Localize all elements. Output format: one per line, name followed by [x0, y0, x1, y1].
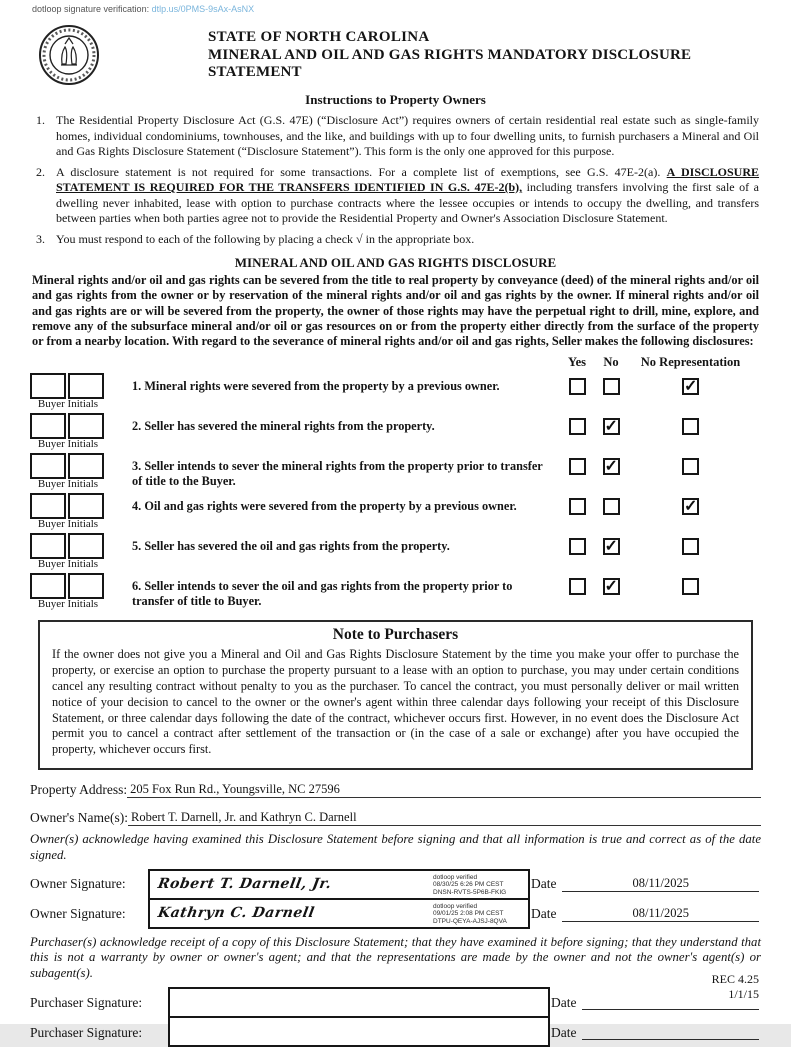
- purchaser-signature-field[interactable]: [168, 1016, 550, 1047]
- purchaser-signature-field[interactable]: [168, 987, 550, 1018]
- yes-checkbox[interactable]: [569, 538, 586, 555]
- owner-date-field[interactable]: 08/11/2025: [562, 876, 759, 892]
- no-checkbox[interactable]: [603, 498, 620, 515]
- disclosure-row-6: Buyer Initials 6. Seller intends to sever the oil and gas rights from the property prior to transfer of title to Buyer. ✓: [30, 573, 761, 610]
- buyer-initials-box[interactable]: [68, 413, 104, 439]
- instruction-item: 3. You must respond to each of the following by placing a check √ in the appropriate box.: [36, 231, 475, 246]
- no-representation-checkbox[interactable]: [682, 458, 699, 475]
- buyer-initials-box[interactable]: [30, 413, 66, 439]
- buyer-initials-group: [30, 373, 132, 410]
- row-statement: Oil and gas rights were severed from the property by a previous owner.: [144, 499, 517, 514]
- yes-column-header: Yes: [567, 355, 587, 370]
- owner-signature-script: Robert T. Darnell, Jr.: [156, 876, 333, 893]
- state-title: STATE OF NORTH CAROLINA: [208, 29, 430, 45]
- yes-checkbox[interactable]: [569, 498, 586, 515]
- dotloop-verified-stamp: dotloop verified 08/30/25 6:26 PM CEST DNSN-RVTS-5P6B-FKIG: [433, 873, 507, 896]
- note-body: If the owner does not give you a Mineral and Oil and Gas Rights Disclosure Statement by the time you make your offer to purchase the property, or exercise an option to purchase the property pursuant to a lease with an option to purchase, you may under certain conditions cancel any resulting contract without penalty to you as the purchaser. To cancel the contract, you must personally deliver or mail written notice of your decision to cancel to the owner or the owner's agent within three calendar days following your receipt of this Disclosure Statement, or three calendar days following the date of the contract, whichever occurs first. However, in no event does the Disclosure Act permit you to cancel a contract after settlement of the transaction or (in the case of a sale or exchange) after you have occupied the property, whichever occurs first.: [52, 647, 739, 757]
- dotloop-verified-stamp: dotloop verified 09/01/25 2:08 PM CEST DTPU-QEYA-AJSJ-8QVA: [433, 902, 507, 925]
- buyer-initials-group: [30, 533, 132, 570]
- yes-checkbox[interactable]: [569, 458, 586, 475]
- buyer-initials-label: Buyer Initials: [37, 598, 99, 611]
- disclosure-row-1: Buyer Initials 1. Mineral rights were severed from the property by a previous owner. ✓: [30, 373, 761, 410]
- row-statement: Seller has severed the oil and gas rights from the property.: [144, 539, 450, 554]
- disclosure-heading: MINERAL AND OIL AND GAS RIGHTS DISCLOSURE: [234, 255, 557, 270]
- nc-real-estate-seal-icon: [38, 24, 100, 86]
- no-representation-checkbox[interactable]: [682, 578, 699, 595]
- yes-checkbox[interactable]: [569, 578, 586, 595]
- purchaser-signature-row-2: Purchaser Signature: Date: [30, 1018, 761, 1047]
- buyer-initials-box[interactable]: [68, 533, 104, 559]
- property-address-label: Property Address:: [30, 782, 128, 798]
- purchaser-date-field[interactable]: [582, 1025, 759, 1040]
- no-representation-column-header: No Representation: [640, 355, 741, 370]
- buyer-initials-box[interactable]: [68, 373, 104, 399]
- row-statement: Seller intends to sever the mineral rights from the property prior to transfer of title to the Buyer.: [132, 459, 543, 488]
- buyer-initials-label: Buyer Initials: [37, 518, 99, 531]
- property-address-row: [30, 782, 761, 798]
- row-statement: Seller intends to sever the oil and gas rights from the property prior to transfer of title to Buyer.: [132, 579, 513, 608]
- buyer-initials-box[interactable]: [68, 573, 104, 599]
- purchaser-acknowledgment: Purchaser(s) acknowledge receipt of a copy of this Disclosure Statement; that they have examined it before signing; that they understand that this is not a warranty by owner or owner's agent; and that the representations are made by the owner and not the owner's agent(s) or subagent(s).: [30, 934, 761, 981]
- buyer-initials-box[interactable]: [30, 373, 66, 399]
- no-representation-checkbox[interactable]: [682, 498, 699, 515]
- buyer-initials-label: Buyer Initials: [37, 478, 99, 491]
- date-label: Date: [551, 1024, 577, 1040]
- note-heading: Note to Purchasers: [332, 626, 459, 644]
- disclosure-row-5: Buyer Initials 5. Seller has severed the oil and gas rights from the property. ✓: [30, 533, 761, 570]
- buyer-initials-box[interactable]: [30, 493, 66, 519]
- instruction-item: 1. The Residential Property Disclosure Act (G.S. 47E) (“Disclosure Act”) requires owners of certain residential real estate such as single-family homes, individual condominiums, townhouses, and the like, and buildings with up to four dwelling units, to furnish purchasers a Mineral and Oil and Gas Rights Disclosure Statement (“Disclosure Statement”). This form is the only one approved for this purpose.: [36, 113, 759, 158]
- date-label: Date: [531, 876, 557, 892]
- disclosure-row-2: Buyer Initials 2. Seller has severed the mineral rights from the property. ✓: [30, 413, 761, 450]
- owner-signature-field[interactable]: [148, 898, 530, 929]
- owner-names-label: Owner's Name(s):: [30, 810, 129, 826]
- owner-signature-script: Kathryn C. Darnell: [156, 905, 316, 922]
- buyer-initials-group: [30, 453, 132, 490]
- emphasized-statute-text: A DISCLOSURE STATEMENT IS REQUIRED FOR THE TRANSFERS IDENTIFIED IN G.S. 47E-2(b),: [56, 164, 760, 194]
- owner-names-row: [30, 810, 761, 826]
- yes-checkbox[interactable]: [569, 378, 586, 395]
- no-column-header: No: [603, 355, 619, 370]
- owner-signature-row-1: Owner Signature: Robert T. Darnell, Jr. dotloop verified 08/30/25 6:26 PM CEST DNSN-RVTS-5P6B-FKIG Date 08/11/2025: [30, 869, 761, 900]
- no-representation-checkbox[interactable]: [682, 378, 699, 395]
- no-checkbox[interactable]: [603, 538, 620, 555]
- buyer-initials-label: Buyer Initials: [37, 558, 99, 571]
- date-label: Date: [531, 906, 557, 922]
- verification-bar: [30, 4, 761, 18]
- instruction-item: 2. A disclosure statement is not required for some transactions. For a complete list of exemptions, see G.S. 47E-2(a). A DISCLOSURE STATEMENT IS REQUIRED FOR THE TRANSFERS IDENTIFIED IN G.S. 47E-2(b), including transfers involving the first sale of a dwelling never inhabited, lease with option to purchase contracts where the lessee occupies or intends to occupy the dwelling, and transfers between parties when both parties agree not to provide the Residential Property and Owner's Association Disclosure Statement.: [36, 164, 760, 225]
- buyer-initials-box[interactable]: [68, 453, 104, 479]
- checkbox-column-headers: [30, 355, 761, 370]
- note-to-purchasers-box: [38, 620, 753, 770]
- no-checkbox[interactable]: [603, 458, 620, 475]
- owner-signature-row-2: Owner Signature: Kathryn C. Darnell dotloop verified 09/01/25 2:08 PM CEST DTPU-QEYA-AJSJ-8QVA Date 08/11/2025: [30, 900, 761, 929]
- verification-label: dotloop signature verification:: [32, 4, 150, 14]
- buyer-initials-box[interactable]: [30, 573, 66, 599]
- date-label: Date: [551, 994, 577, 1010]
- property-address-value[interactable]: 205 Fox Run Rd., Youngsville, NC 27596: [127, 782, 761, 798]
- no-checkbox[interactable]: [603, 578, 620, 595]
- purchaser-signature-row-1: Purchaser Signature: Date: [30, 987, 761, 1018]
- document-title: MINERAL AND OIL AND GAS RIGHTS MANDATORY DISCLOSURE STATEMENT: [208, 47, 692, 80]
- form-reference: [712, 972, 759, 1002]
- form-revision-date: 1/1/15: [728, 987, 759, 1001]
- owner-names-value[interactable]: Robert T. Darnell, Jr. and Kathryn C. Darnell: [128, 810, 761, 826]
- buyer-initials-box[interactable]: [30, 533, 66, 559]
- row-statement: Seller has severed the mineral rights from the property.: [144, 419, 435, 434]
- disclosure-body: Mineral rights and/or oil and gas rights can be severed from the title to real property by conveyance (deed) of the mineral rights and/or oil and gas rights from the owner or by reservation of the mineral rights and/or oil and gas rights by the owner. If mineral rights and/or oil and gas rights are or will be severed from the property, the owner of those rights may have the perpetual right to drill, mine, explore, and remove any of the subsurface mineral and/or oil or gas resources on or from the property either directly from the surface of the property or from a nearby location. With regard to the severance of mineral rights and/or oil and gas rights, Seller makes the following disclosures:: [32, 273, 759, 349]
- form-number: REC 4.25: [711, 972, 759, 986]
- no-checkbox[interactable]: [603, 378, 620, 395]
- row-statement: Mineral rights were severed from the property by a previous owner.: [144, 379, 500, 394]
- no-representation-checkbox[interactable]: [682, 418, 699, 435]
- owner-signature-field[interactable]: [148, 869, 530, 900]
- buyer-initials-label: Buyer Initials: [37, 438, 99, 451]
- buyer-initials-group: [30, 493, 132, 530]
- verification-link[interactable]: dtlp.us/0PMS-9sAx-AsNX: [151, 4, 255, 14]
- buyer-initials-box[interactable]: [30, 453, 66, 479]
- buyer-initials-label: Buyer Initials: [37, 398, 99, 411]
- instructions-heading: Instructions to Property Owners: [305, 92, 486, 107]
- disclosure-row-4: Buyer Initials 4. Oil and gas rights were severed from the property by a previous owner. ✓: [30, 493, 761, 530]
- owner-date-field[interactable]: 08/11/2025: [562, 906, 759, 922]
- buyer-initials-group: [30, 573, 132, 610]
- buyer-initials-box[interactable]: [68, 493, 104, 519]
- document-header: [30, 24, 761, 86]
- no-checkbox[interactable]: [603, 418, 620, 435]
- buyer-initials-group: [30, 413, 132, 450]
- no-representation-checkbox[interactable]: [682, 538, 699, 555]
- disclosure-row-3: Buyer Initials 3. Seller intends to sever the mineral rights from the property prior to transfer of title to the Buyer. ✓: [30, 453, 761, 490]
- yes-checkbox[interactable]: [569, 418, 586, 435]
- owner-acknowledgment: Owner(s) acknowledge having examined this Disclosure Statement before signing and that all information is true and correct as of the date signed.: [30, 832, 761, 862]
